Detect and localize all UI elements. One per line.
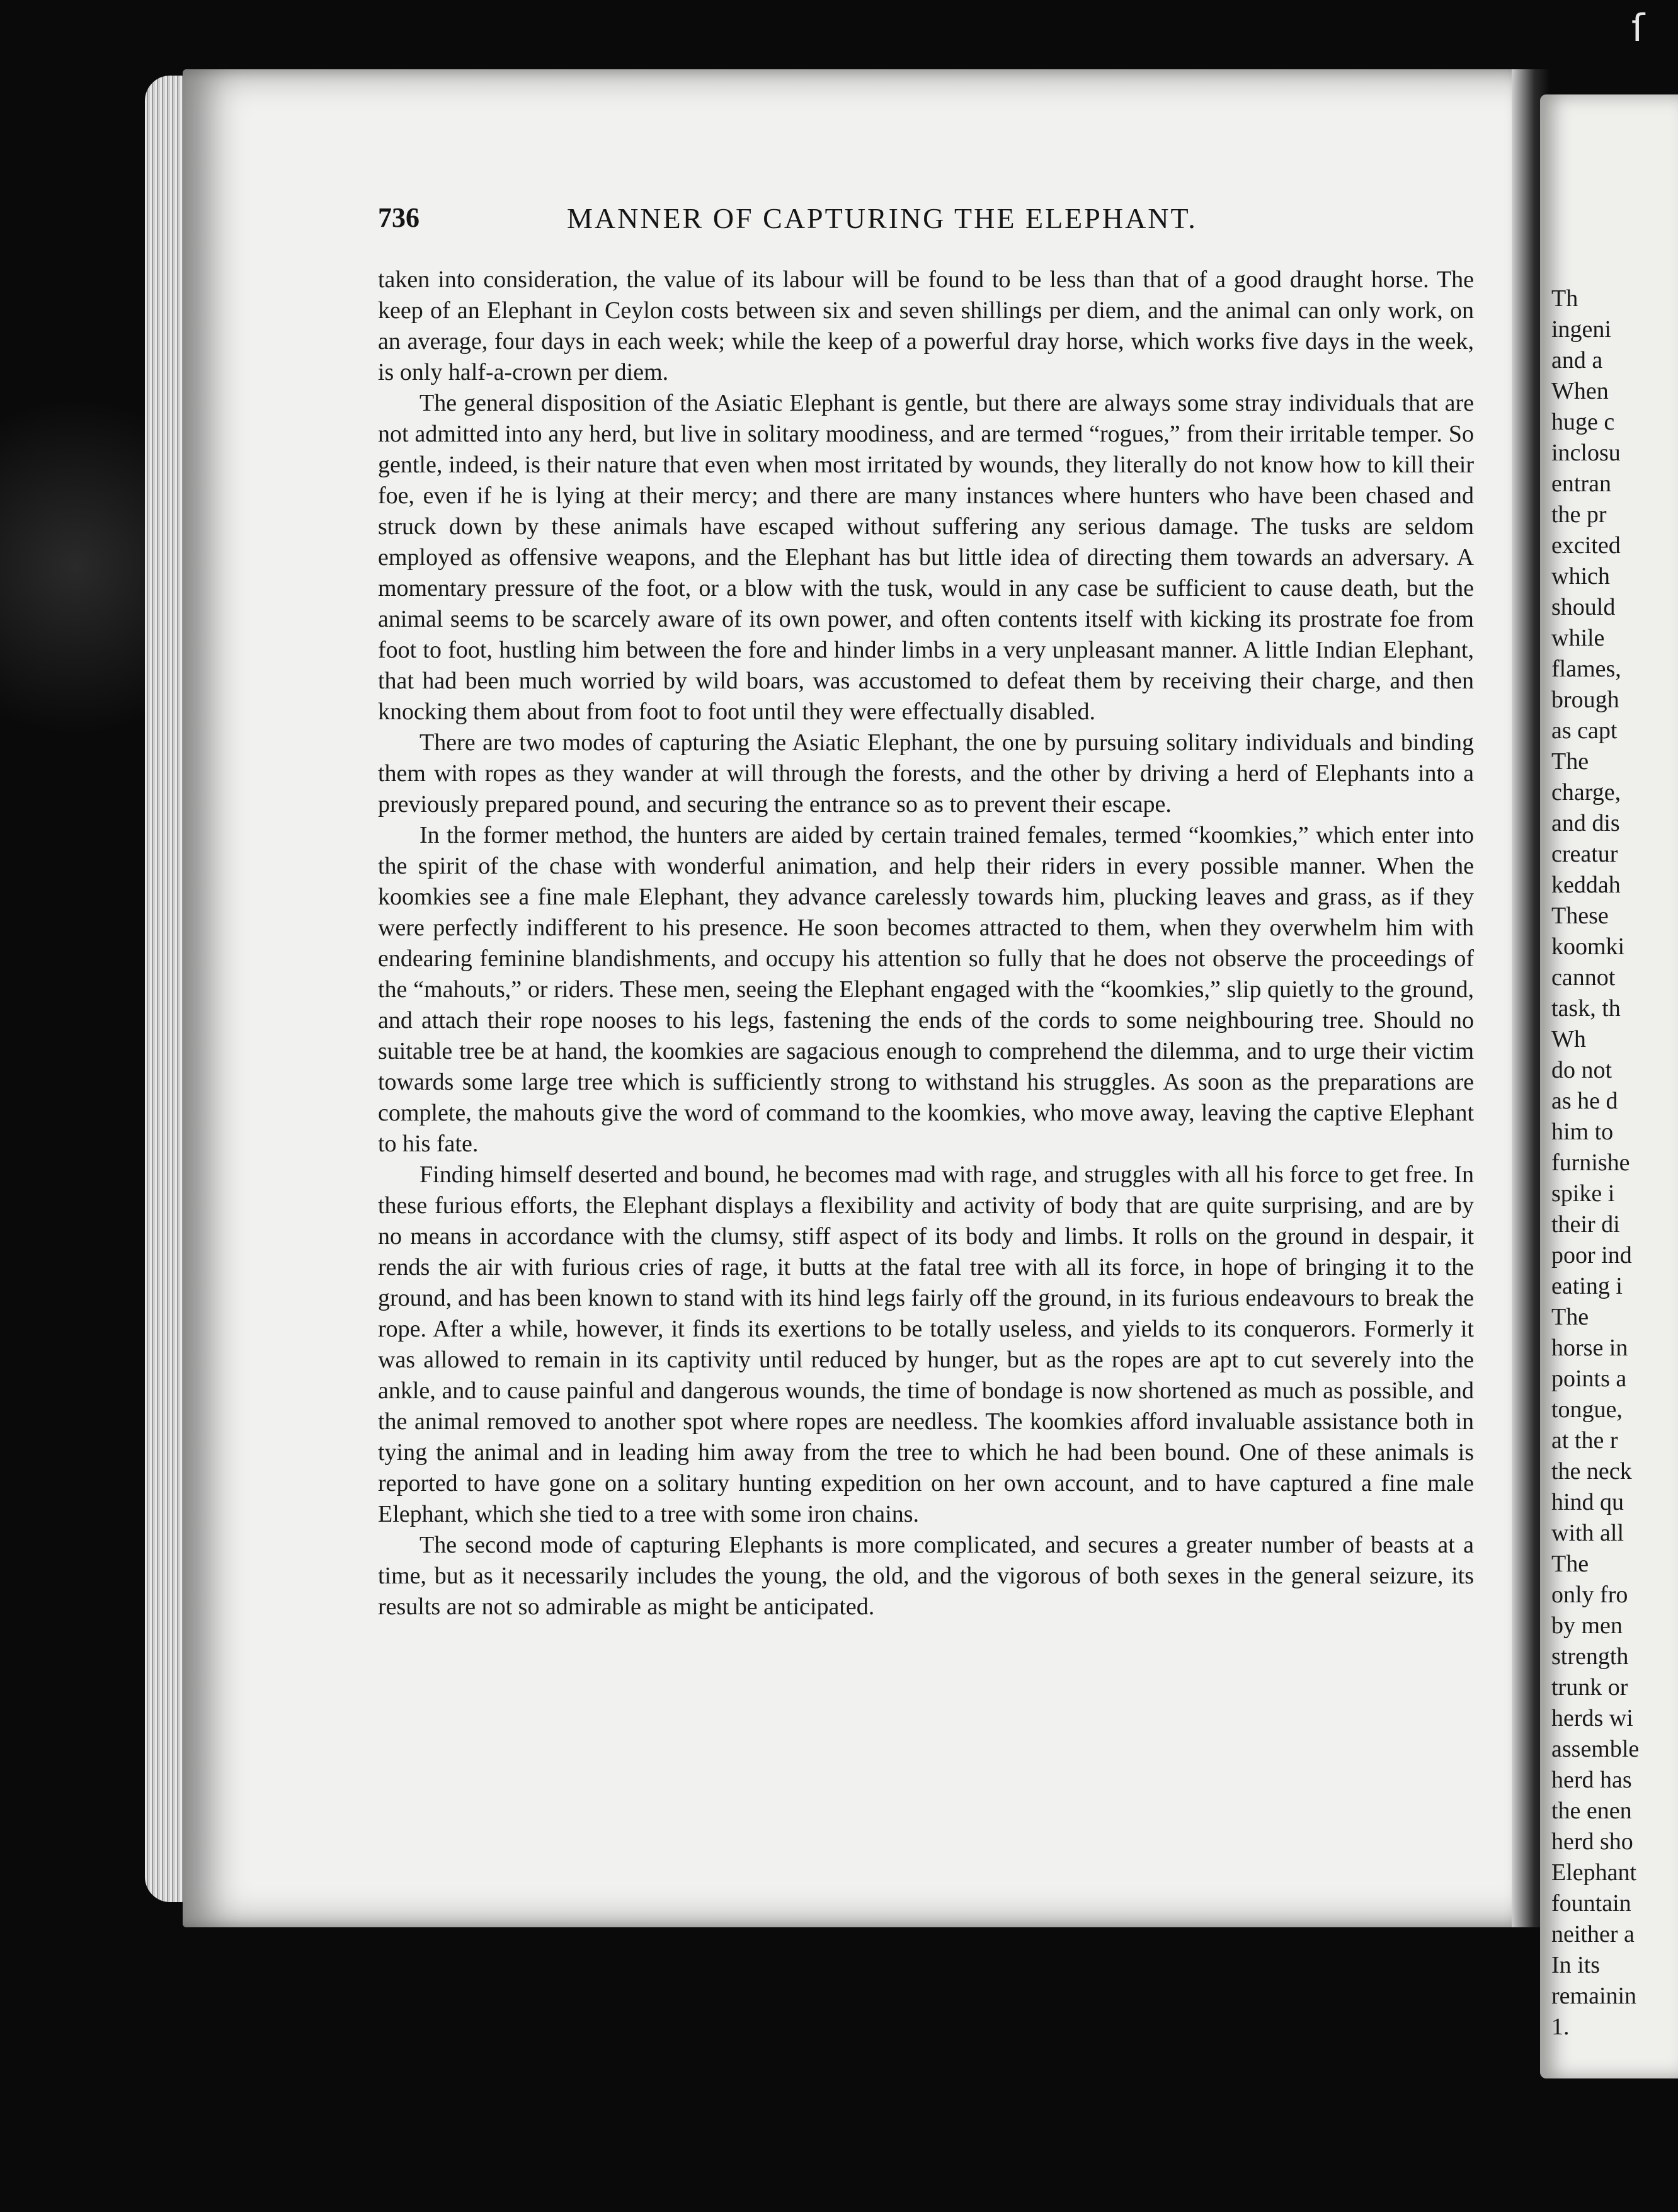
facing-page-line: cannot	[1551, 964, 1616, 991]
facing-page-line: herd has	[1551, 1767, 1632, 1793]
facing-page-line: brough	[1551, 687, 1619, 713]
facing-page-line: herd sho	[1551, 1828, 1633, 1855]
facing-page-line: Elephant	[1551, 1859, 1637, 1886]
facing-page-line: 1.	[1551, 2014, 1570, 2040]
facing-page-line: points a	[1551, 1365, 1627, 1392]
body-text	[378, 265, 1474, 1622]
facing-page-line: tongue,	[1551, 1396, 1623, 1423]
left-page-content	[378, 202, 1474, 1622]
facing-page-line: poor ind	[1551, 1242, 1632, 1268]
facing-page-line: remainin	[1551, 1983, 1637, 2009]
facing-page-line: the neck	[1551, 1458, 1632, 1485]
facing-page-line: at the r	[1551, 1427, 1618, 1454]
facing-page-line: inclosu	[1551, 440, 1621, 466]
facing-page-line: the enen	[1551, 1798, 1632, 1824]
facing-page-line: The	[1551, 748, 1589, 775]
facing-page-line: do not	[1551, 1057, 1612, 1083]
facing-page-line: fountain	[1551, 1890, 1631, 1917]
facing-page-line: These	[1551, 903, 1609, 929]
facing-page-line: In its	[1551, 1952, 1601, 1978]
facing-page-line: flames,	[1551, 656, 1621, 682]
facing-page-line: creatur	[1551, 841, 1618, 867]
running-head-title: MANNER OF CAPTURING THE ELEPHANT.	[567, 202, 1197, 234]
facing-page-line: assemble	[1551, 1736, 1640, 1762]
facing-page-line: task, th	[1551, 995, 1621, 1022]
facing-page-line: When	[1551, 378, 1609, 404]
facing-page-line: the pr	[1551, 501, 1607, 528]
facing-page-text-fragments	[1551, 283, 1639, 2043]
facing-page-line: The	[1551, 1551, 1589, 1577]
facing-page-line: by men	[1551, 1612, 1623, 1639]
facing-page-line: eating i	[1551, 1273, 1623, 1299]
facing-page-line: furnishe	[1551, 1149, 1630, 1176]
facing-page-line: ingeni	[1551, 316, 1611, 343]
facing-page-line: hind qu	[1551, 1489, 1624, 1515]
facing-page-line: which	[1551, 563, 1610, 590]
facing-page-line: and dis	[1551, 810, 1620, 836]
facing-page-line: him to	[1551, 1119, 1614, 1145]
facing-page-line: and a	[1551, 347, 1603, 373]
facing-page-line: as capt	[1551, 717, 1618, 744]
facing-page-line: neither a	[1551, 1921, 1635, 1947]
facing-page-line: koomki	[1551, 933, 1625, 960]
facing-page-line: spike i	[1551, 1180, 1615, 1207]
facing-page-line: horse in	[1551, 1335, 1628, 1361]
facing-page-line: trunk or	[1551, 1674, 1628, 1701]
paragraph-3: There are two modes of capturing the Asiatic Elephant, the one by pursuing solitary individuals and binding them with ropes as they wander at will through the forests, and the other by driving a herd of Elephants into a previously prepared pound, and securing the entrance so as to prevent their escape.	[378, 729, 1474, 818]
page-number: 736	[378, 202, 420, 233]
paragraph-2: The general disposition of the Asiatic Elephant is gentle, but there are always some stray individuals that are not admitted into any herd, but live in solitary moodiness, and are termed “rogues,” from their irritable temper. So gentle, indeed, is their nature that even when most irritated by wounds, they literally do not know how to kill their foe, even if he is lying at their mercy; and there are many instances where hunters who have been chased and struck down by these animals have escaped without suffering any serious damage. The tusks are seldom employed as offensive weapons, and the Elephant has but little idea of directing them towards an adversary. A momentary pressure of the foot, or a blow with the tusk, would in any case be sufficient to cause death, but the animal seems to be scarcely aware of its own power, and often contents itself with kicking its prostrate foe from foot to foot, hustling him between the fore and hinder limbs in a very unpleasant manner. A little Indian Elephant, that had been much worried by wild boars, was accustomed to defeat them by receiving their charge, and then knocking them about from foot to foot until they were effectually disabled.	[378, 390, 1474, 725]
facing-page-line: Th	[1551, 285, 1578, 312]
facing-page-line: Wh	[1551, 1026, 1586, 1052]
paragraph-1: taken into consideration, the value of its labour will be found to be less than that of a good draught horse. The keep of an Elephant in Ceylon costs between six and seven shillings per diem, and the animal can only work, on an average, four days in each week; while the keep of a powerful dray horse, which works five days in the week, is only half-a-crown per diem.	[378, 266, 1474, 385]
facing-page-line: their di	[1551, 1211, 1620, 1238]
facing-page-line: with all	[1551, 1520, 1624, 1546]
facing-page-line: only fro	[1551, 1582, 1628, 1608]
facing-page-line: huge c	[1551, 409, 1615, 435]
right-facing-page	[1540, 94, 1678, 2078]
facing-page-line: herds wi	[1551, 1705, 1633, 1731]
paragraph-4: In the former method, the hunters are aided by certain trained females, termed “koomkies,” which enter into the spirit of the chase with wonderful animation, and help their riders in every possible manner. When the koomkies see a fine male Elephant, they advance carelessly towards him, plucking leaves and grass, as if they were perfectly indifferent to his presence. He soon becomes attracted to them, when they overwhelm him with endearing feminine blandishments, and occupy his attention so fully that he does not observe the proceedings of the “mahouts,” or riders. These men, seeing the Elephant engaged with the “koomkies,” slip quietly to the ground, and attach their rope nooses to his legs, fastening the ends of the cords to some neighbouring tree. Should no suitable tree be at hand, the koomkies are sagacious enough to comprehend the dilemma, and to urge their victim towards some large tree which is sufficiently strong to withstand his struggles. As soon as the preparations are complete, the mahouts give the word of command to the koomkies, who move away, leaving the captive Elephant to his fate.	[378, 822, 1474, 1157]
facing-page-line: keddah	[1551, 872, 1621, 898]
paragraph-6: The second mode of capturing Elephants is more complicated, and secures a greater number of beasts at a time, but as it necessarily includes the young, the old, and the vigorous of both sexes in the general seizure, its results are not so admirable as might be anticipated.	[378, 1532, 1474, 1620]
facing-page-line: strength	[1551, 1643, 1629, 1670]
paragraph-5: Finding himself deserted and bound, he becomes mad with rage, and struggles with all his force to get free. In these furious efforts, the Elephant displays a flexibility and activity of body that are quite surprising, and are by no means in accordance with the clumsy, stiff aspect of its body and limbs. It rolls on the ground in despair, it rends the air with furious cries of rage, it butts at the fatal tree with all its force, in hope of bringing it to the ground, and has been known to stand with its hind legs fairly off the ground, in its furious endeavours to break the rope. After a while, however, it finds its exertions to be totally useless, and yields to its conquerors. Formerly it was allowed to remain in its captivity until reduced by hunger, but as the ropes are apt to cut severely into the ankle, and to cause painful and dangerous wounds, the time of bondage is now shortened as much as possible, and the animal removed to another spot where ropes are needless. The koomkies afford invaluable assistance both in tying the animal and in leading him away from the tree to which he had been bound. One of these animals is reported to have gone on a solitary hunting expedition on her own account, and to have captured a fine male Elephant, which she tied to a tree with some iron chains.	[378, 1161, 1474, 1527]
facing-page-line: while	[1551, 625, 1605, 651]
facing-page-line: charge,	[1551, 779, 1621, 806]
scan-corner-mark: ſ	[1631, 6, 1645, 50]
facing-page-line: entran	[1551, 470, 1611, 497]
running-head	[378, 202, 1474, 239]
facing-page-line: excited	[1551, 532, 1621, 559]
facing-page-line: should	[1551, 594, 1616, 620]
facing-page-line: The	[1551, 1304, 1589, 1330]
facing-page-line: as he d	[1551, 1088, 1618, 1114]
